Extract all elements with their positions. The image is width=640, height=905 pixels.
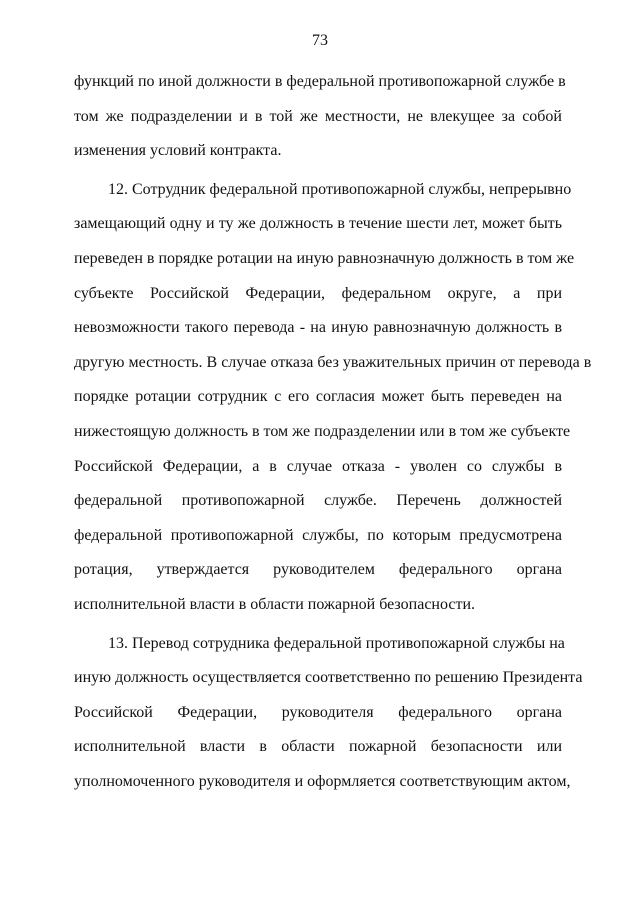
text-line: исполнительной власти в области пожарной безопасности или — [74, 738, 562, 755]
text-line: изменения условий контракта. — [74, 142, 282, 159]
text-line: Российской Федерации, а в случае отказа - уволен со службы в — [74, 458, 562, 475]
text-line: 12. Сотрудник федеральной противопожарной службы, непрерывно — [108, 181, 572, 198]
text-line: уполномоченного руководителя и оформляется соответствующим актом, — [74, 773, 571, 790]
page-number: 73 — [312, 32, 328, 49]
text-line: нижестоящую должность в том же подразделении или в том же субъекте — [74, 423, 571, 440]
text-line: замещающий одну и ту же должность в течение шести лет, может быть — [74, 215, 562, 232]
text-line: федеральной противопожарной службе. Перечень должностей — [74, 492, 562, 509]
text-line: субъекте Российской Федерации, федеральном округе, а при — [74, 285, 562, 302]
text-line: исполнительной власти в области пожарной безопасности. — [74, 596, 476, 613]
text-line: том же подразделении и в той же местности, не влекущее за собой — [74, 108, 562, 125]
text-line: 13. Перевод сотрудника федеральной противопожарной службы на — [108, 635, 565, 652]
text-line: переведен в порядке ротации на иную равнозначную должность в том же — [74, 250, 575, 267]
text-line: Российской Федерации, руководителя федерального органа — [74, 704, 562, 721]
text-line: иную должность осуществляется соответственно по решению Президента — [74, 669, 583, 686]
text-line: функций по иной должности в федеральной противопожарной службе в — [74, 73, 566, 90]
text-line: порядке ротации сотрудник с его согласия может быть переведен на — [74, 388, 562, 405]
text-line: невозможности такого перевода - на иную равнозначную должность в — [74, 319, 562, 336]
text-line: ротация, утверждается руководителем федерального органа — [74, 561, 562, 578]
text-line: другую местность. В случае отказа без уважительных причин от перевода в — [74, 354, 592, 371]
text-line: федеральной противопожарной службы, по которым предусмотрена — [74, 527, 562, 544]
